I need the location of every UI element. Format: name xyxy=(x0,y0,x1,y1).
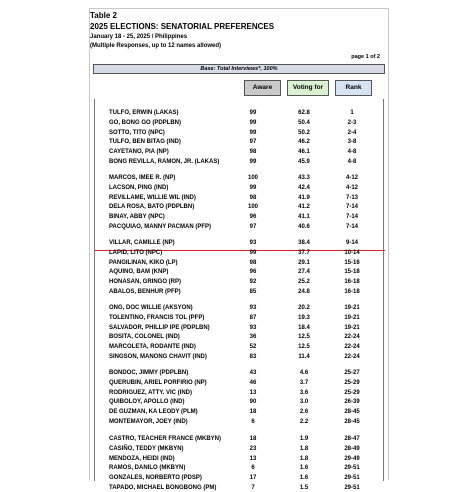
rank-value: 4-8 xyxy=(347,159,357,165)
candidate-name: ONG, DOC WILLIE (AKSYON) xyxy=(109,305,193,311)
voting-value: 40.6 xyxy=(298,224,310,230)
candidate-name: ABALOS, BENHUR (PFP) xyxy=(109,289,181,295)
aware-value: 18 xyxy=(249,409,257,416)
voting-value: 4.6 xyxy=(299,370,309,376)
aware-value: 7 xyxy=(251,485,255,491)
table-row xyxy=(95,119,385,127)
voting-value: 42.4 xyxy=(298,184,310,191)
voting-value: 1.8 xyxy=(299,455,309,462)
table-row xyxy=(95,455,385,463)
table-row xyxy=(95,288,385,296)
table-row xyxy=(95,474,385,482)
aware-value: 97 xyxy=(249,224,257,230)
candidate-name: PANGILINAN, KIKO (LP) xyxy=(109,259,178,266)
candidate-name: TULFO, ERWIN (LAKAS) xyxy=(109,110,179,116)
document-page xyxy=(89,8,389,491)
voting-value: 11.4 xyxy=(298,354,310,360)
candidate-name: SOTTO, TITO (NPC) xyxy=(109,129,165,136)
rank-value: 7-13 xyxy=(345,194,358,201)
aware-value: 98 xyxy=(249,259,257,266)
voting-value: 3.7 xyxy=(299,379,309,386)
table-row xyxy=(95,148,385,156)
candidate-name: BINAY, ABBY (NPC) xyxy=(109,214,165,221)
voting-value: 18.4 xyxy=(298,324,310,331)
aware-value: 23 xyxy=(249,445,257,452)
rank-value: 29-51 xyxy=(344,475,360,482)
rank-value: 15-16 xyxy=(344,259,360,266)
table-row xyxy=(95,138,385,146)
table-row xyxy=(95,304,385,312)
aware-value: 13 xyxy=(249,389,257,396)
table-row xyxy=(95,268,385,276)
aware-value: 98 xyxy=(249,149,257,156)
table-row xyxy=(95,239,385,247)
rank-value: 28-45 xyxy=(344,419,360,425)
table-row xyxy=(95,158,385,166)
table-row xyxy=(95,109,385,117)
voting-value: 46.1 xyxy=(298,149,310,156)
table-title: 2025 ELECTIONS: SENATORIAL PREFERENCES xyxy=(90,22,275,31)
candidate-name: DELA ROSA, BATO (PDPLBN) xyxy=(109,204,195,211)
candidate-name: LAPID, LITO (NPC) xyxy=(109,249,163,256)
rank-value: 15-18 xyxy=(344,269,360,276)
aware-value: 93 xyxy=(249,240,257,246)
aware-value: 99 xyxy=(249,159,257,165)
candidate-name: LACSON, PING (IND) xyxy=(109,184,169,191)
rank-value: 4-12 xyxy=(345,184,358,191)
rank-value: 9-14 xyxy=(345,240,358,246)
table-row xyxy=(95,314,385,322)
rank-value: 19-21 xyxy=(344,314,360,321)
candidate-name: TAPADO, MICHAEL BONGBONG (PM) xyxy=(109,485,217,491)
aware-value: 52 xyxy=(249,344,257,351)
candidate-name: TULFO, BEN BITAG (IND) xyxy=(109,139,181,146)
voting-value: 1.5 xyxy=(299,485,309,491)
rank-value: 29-51 xyxy=(344,485,360,491)
table-row xyxy=(95,259,385,267)
candidate-name: RAMOS, DANILO (MKBYN) xyxy=(109,465,186,472)
page-number: page 1 of 2 xyxy=(351,54,380,60)
table-row xyxy=(95,184,385,192)
aware-value: 85 xyxy=(249,289,257,295)
candidate-name: CASIÑO, TEDDY (MKBYN) xyxy=(109,445,184,452)
voting-value: 24.8 xyxy=(298,289,310,295)
aware-value: 93 xyxy=(249,305,257,311)
rank-value: 1 xyxy=(350,110,354,116)
voting-value: 1.8 xyxy=(299,445,309,452)
table-row xyxy=(95,389,385,397)
candidate-name: BONG REVILLA, RAMON, JR. (LAKAS) xyxy=(109,159,220,165)
candidate-name: MARCOLETA, RODANTE (IND) xyxy=(109,344,196,351)
candidate-name: QUIBOLOY, APOLLO (IND) xyxy=(109,399,185,406)
candidate-name: TOLENTINO, FRANCIS TOL (PFP) xyxy=(109,314,205,321)
candidate-name: SALVADOR, PHILLIP IPE (PDPLBN) xyxy=(109,324,210,331)
table-row xyxy=(95,278,385,286)
candidate-name: SINGSON, MANONG CHAVIT (IND) xyxy=(109,354,207,360)
table-row xyxy=(95,408,385,416)
voting-value: 3.6 xyxy=(299,389,309,396)
aware-value: 92 xyxy=(249,279,257,286)
table-row xyxy=(95,418,385,426)
rank-value: 28-45 xyxy=(344,409,360,416)
aware-value: 93 xyxy=(249,324,257,331)
candidate-name: CAYETANO, PIA (NP) xyxy=(109,149,169,156)
candidate-name: QUERUBIN, ARIEL PORFIRIO (NP) xyxy=(109,379,207,386)
table-row xyxy=(95,203,385,211)
rank-value: 7-14 xyxy=(345,214,358,221)
candidate-name: MENDOZA, HEIDI (IND) xyxy=(109,455,175,462)
table-row xyxy=(95,445,385,453)
rank-value: 19-21 xyxy=(344,324,360,331)
candidate-name: HONASAN, GRINGO (RP) xyxy=(109,279,181,286)
aware-value: 99 xyxy=(249,249,257,256)
aware-value: 87 xyxy=(249,314,257,321)
rank-value: 25-29 xyxy=(344,379,360,386)
voting-value: 12.5 xyxy=(298,334,310,341)
rank-value: 22-24 xyxy=(344,334,360,341)
table-row xyxy=(95,398,385,406)
voting-value: 3.0 xyxy=(299,399,309,406)
candidate-name: MARCOS, IMEE R. (NP) xyxy=(109,175,176,181)
aware-value: 46 xyxy=(249,379,257,386)
rank-value: 3-8 xyxy=(347,139,357,146)
aware-value: 98 xyxy=(249,194,257,201)
voting-value: 12.5 xyxy=(298,344,310,351)
candidate-name: GO, BONG GO (PDPLBN) xyxy=(109,119,181,126)
candidate-name: REVILLAME, WILLIE WIL (IND) xyxy=(109,194,196,201)
voting-value: 1.6 xyxy=(299,475,309,482)
table-row xyxy=(95,343,385,351)
rank-value: 16-18 xyxy=(344,289,360,295)
voting-value: 41.1 xyxy=(298,214,310,221)
candidate-name: BONDOC, JIMMY (PDPLBN) xyxy=(109,370,189,376)
base-box: Base: Total Interviews*, 100% xyxy=(93,64,385,74)
aware-column-header: Aware xyxy=(244,80,281,96)
rank-value: 7-14 xyxy=(345,224,358,230)
rank-value: 7-14 xyxy=(345,204,358,211)
table-row xyxy=(95,213,385,221)
voting-value: 1.9 xyxy=(299,436,309,442)
table-row xyxy=(95,353,385,361)
table-row xyxy=(95,223,385,231)
rank-value: 2-4 xyxy=(347,129,357,136)
table-label: Table 2 xyxy=(90,11,117,20)
rank-value: 26-39 xyxy=(344,399,360,406)
candidate-name: GONZALES, NORBERTO (PDSP) xyxy=(109,475,202,482)
voting-value: 41.2 xyxy=(298,204,310,211)
rank-value: 19-21 xyxy=(344,305,360,311)
aware-value: 18 xyxy=(249,436,257,442)
rank-value: 22-24 xyxy=(344,344,360,351)
candidate-name: MONTEMAYOR, JOEY (IND) xyxy=(109,419,188,425)
voting-value: 38.4 xyxy=(298,240,310,246)
table-row xyxy=(95,369,385,377)
aware-value: 83 xyxy=(249,354,257,360)
rank-value: 28-47 xyxy=(344,436,360,442)
voting-value: 62.8 xyxy=(298,110,310,116)
rank-value: 4-12 xyxy=(345,175,358,181)
candidate-name: DE GUZMAN, KA LEODY (PLM) xyxy=(109,409,198,416)
aware-value: 96 xyxy=(249,214,257,221)
table-row xyxy=(95,379,385,387)
rank-value: 4-8 xyxy=(347,149,357,156)
voting-value: 45.9 xyxy=(298,159,310,165)
voting-value: 2.6 xyxy=(299,409,309,416)
aware-value: 97 xyxy=(249,139,257,146)
table-row xyxy=(95,194,385,202)
candidate-name: RODRIGUEZ, ATTY. VIC (IND) xyxy=(109,389,192,396)
table-row xyxy=(95,333,385,341)
rank-value: 2-3 xyxy=(347,119,357,126)
table-row xyxy=(95,464,385,472)
aware-value: 100 xyxy=(247,204,258,211)
aware-value: 90 xyxy=(249,399,257,406)
voting-value: 25.2 xyxy=(298,279,310,286)
voting-value: 20.2 xyxy=(298,305,310,311)
voting-value: 29.1 xyxy=(298,259,310,266)
voting-value: 50.4 xyxy=(298,119,310,126)
voting-value: 19.3 xyxy=(298,314,310,321)
candidate-name: CASTRO, TEACHER FRANCE (MKBYN) xyxy=(109,436,221,442)
results-table xyxy=(94,99,384,491)
rank-value: 29-49 xyxy=(344,455,360,462)
candidate-name: VILLAR, CAMILLE (NP) xyxy=(109,240,175,246)
rank-value: 28-49 xyxy=(344,445,360,452)
aware-value: 43 xyxy=(249,370,257,376)
voting-value: 37.7 xyxy=(298,249,310,256)
voting-value: 50.2 xyxy=(298,129,310,136)
rank-value: 25-29 xyxy=(344,389,360,396)
candidate-name: BOSITA, COLONEL (IND) xyxy=(109,334,180,341)
candidate-name: PACQUIAO, MANNY PACMAN (PFP) xyxy=(109,224,211,230)
rank-value: 22-24 xyxy=(344,354,360,360)
voting-value: 41.9 xyxy=(298,194,310,201)
aware-value: 6 xyxy=(251,419,255,425)
aware-value: 96 xyxy=(249,269,257,276)
voting-value: 43.3 xyxy=(298,175,310,181)
aware-value: 100 xyxy=(247,175,258,181)
aware-value: 99 xyxy=(249,184,257,191)
rank-value: 10-14 xyxy=(344,249,360,256)
rank-value: 25-27 xyxy=(344,370,360,376)
aware-value: 13 xyxy=(249,455,257,462)
voting-column-header: Voting for xyxy=(287,80,329,96)
candidate-name: AQUINO, BAM (KNP) xyxy=(109,269,169,276)
rank-column-header: Rank xyxy=(335,80,372,96)
voting-value: 27.4 xyxy=(298,269,310,276)
table-row xyxy=(95,174,385,182)
aware-value: 99 xyxy=(249,110,257,116)
voting-value: 1.6 xyxy=(299,465,309,472)
aware-value: 99 xyxy=(249,119,257,126)
aware-value: 6 xyxy=(251,465,255,472)
rank-value: 29-51 xyxy=(344,465,360,472)
survey-dates: January 18 - 25, 2025 / Philippines xyxy=(90,34,188,40)
rank-value: 16-18 xyxy=(344,279,360,286)
aware-value: 99 xyxy=(249,129,257,136)
table-row xyxy=(95,324,385,332)
aware-value: 36 xyxy=(249,334,257,341)
aware-value: 17 xyxy=(249,475,257,482)
table-row xyxy=(95,249,385,257)
table-row xyxy=(95,484,385,492)
table-row xyxy=(95,129,385,137)
voting-value: 2.2 xyxy=(299,419,309,425)
response-note: (Multiple Responses, up to 12 names allowed) xyxy=(90,43,222,49)
voting-value: 46.2 xyxy=(298,139,310,146)
table-row xyxy=(95,435,385,443)
